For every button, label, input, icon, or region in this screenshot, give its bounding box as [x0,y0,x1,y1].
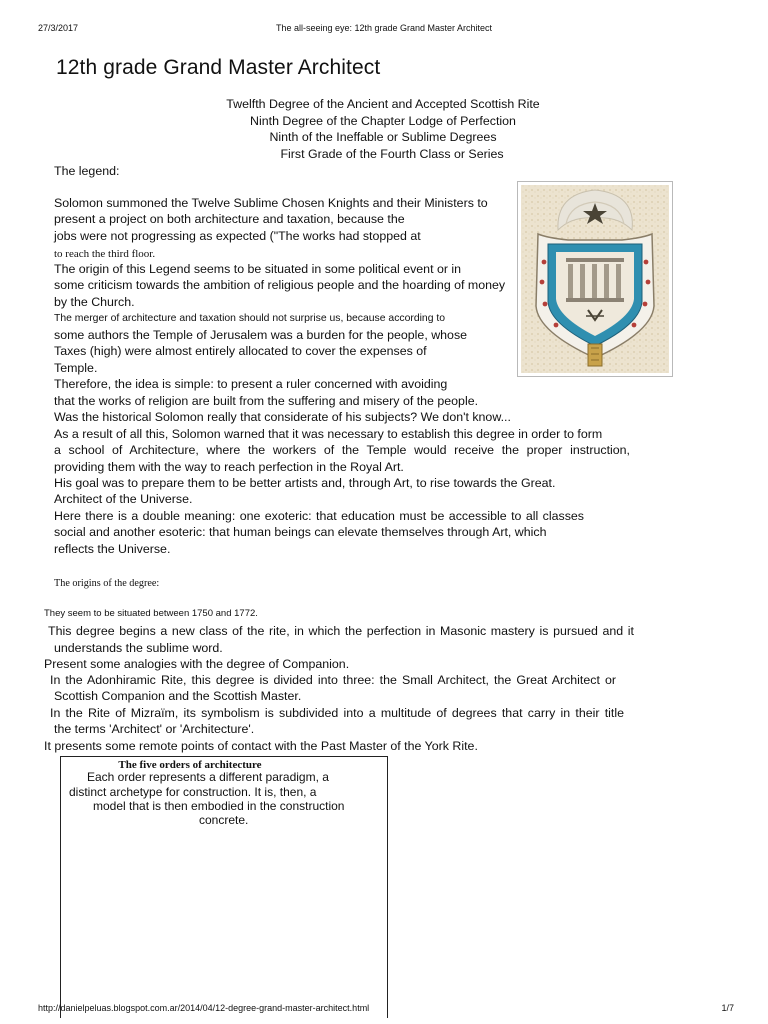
legend-heading: The legend: [54,164,120,178]
emblem-image [517,181,673,377]
legend-line: to reach the third floor. [54,248,156,260]
print-header-title: The all-seeing eye: 12th grade Grand Master Architect [275,23,493,33]
page-number: 1/7 [721,1003,734,1013]
legend-line: The origin of this Legend seems to be situated in some political event or in [54,262,462,276]
origins-line: This degree begins a new class of the rite, in which the perfection in Masonic mastery is pursued and it [48,624,634,638]
legend-line: jobs were not progressing as expected ("The works had stopped at [54,229,421,243]
origins-line: the terms 'Architect' or 'Architecture'. [54,722,255,736]
orders-line: concrete. [199,813,249,827]
legend-line: that the works of religion are built from the suffering and misery of the people. [54,394,479,408]
legend-line: Was the historical Solomon really that considerate of his subjects? We don't know... [54,410,511,424]
origins-line: In the Rite of Mizraïm, its symbolism is subdivided into a multitude of degrees that carry in their title [50,706,624,720]
legend-line: His goal was to prepare them to be better artists and, through Art, to rise towards the Great. [54,476,556,490]
orders-of-architecture-box [60,756,388,1018]
legend-line: social and another esoteric: that human beings can elevate themselves through Art, which [54,525,547,539]
legend-line: by the Church. [54,295,135,309]
legend-line: The merger of architecture and taxation should not surprise us, because according to [54,313,446,324]
orders-line: distinct archetype for construction. It is, then, a [69,785,317,799]
legend-line: Architect of the Universe. [54,492,193,506]
subtitle-line: Ninth of the Ineffable or Sublime Degrees [269,130,497,144]
origins-heading: The origins of the degree: [54,578,160,589]
origins-line: Scottish Companion and the Scottish Master. [54,689,302,703]
subtitle-line: Ninth Degree of the Chapter Lodge of Perfection [250,114,516,128]
legend-line: As a result of all this, Solomon warned that it was necessary to establish this degree in order to form [54,427,603,441]
subtitle-line: Twelfth Degree of the Ancient and Accepted Scottish Rite [226,97,540,111]
page-title: 12th grade Grand Master Architect [56,56,381,79]
print-date: 27/3/2017 [38,23,79,33]
legend-line: some criticism towards the ambition of religious people and the hoarding of money [54,278,506,292]
origins-line: understands the sublime word. [54,641,223,655]
legend-line: Here there is a double meaning: one exoteric: that education must be accessible to all classes [54,509,584,523]
origins-line: In the Adonhiramic Rite, this degree is divided into three: the Small Architect, the Great Architect or [50,673,616,687]
legend-line: Therefore, the idea is simple: to present a ruler concerned with avoiding [54,377,448,391]
masonic-crest-icon [518,182,672,376]
print-footer-url: http://danielpeluas.blogspot.com.ar/2014/04/12-degree-grand-master-architect.html [38,1003,370,1013]
legend-line: Taxes (high) were almost entirely allocated to cover the expenses of [54,344,427,358]
origins-line: It presents some remote points of contact with the Past Master of the York Rite. [44,739,478,753]
legend-line: a school of Architecture, where the workers of the Temple would receive the proper instruction, [54,443,630,457]
legend-line: providing them with the way to reach perfection in the Royal Art. [54,460,404,474]
subtitle-line: First Grade of the Fourth Class or Series [280,147,504,161]
legend-line: some authors the Temple of Jerusalem was a burden for the people, whose [54,328,468,342]
legend-line: Temple. [54,361,98,375]
origins-line: Present some analogies with the degree of Companion. [44,657,350,671]
origins-date-line: They seem to be situated between 1750 and 1772. [44,608,258,619]
legend-line: Solomon summoned the Twelve Sublime Chosen Knights and their Ministers to [54,196,488,210]
orders-line: Each order represents a different paradigm, a [87,770,329,784]
legend-line: present a project on both architecture and taxation, because the [54,212,405,226]
orders-heading: The five orders of architecture [118,759,262,771]
orders-line: model that is then embodied in the construction [93,799,345,813]
legend-line: reflects the Universe. [54,542,171,556]
